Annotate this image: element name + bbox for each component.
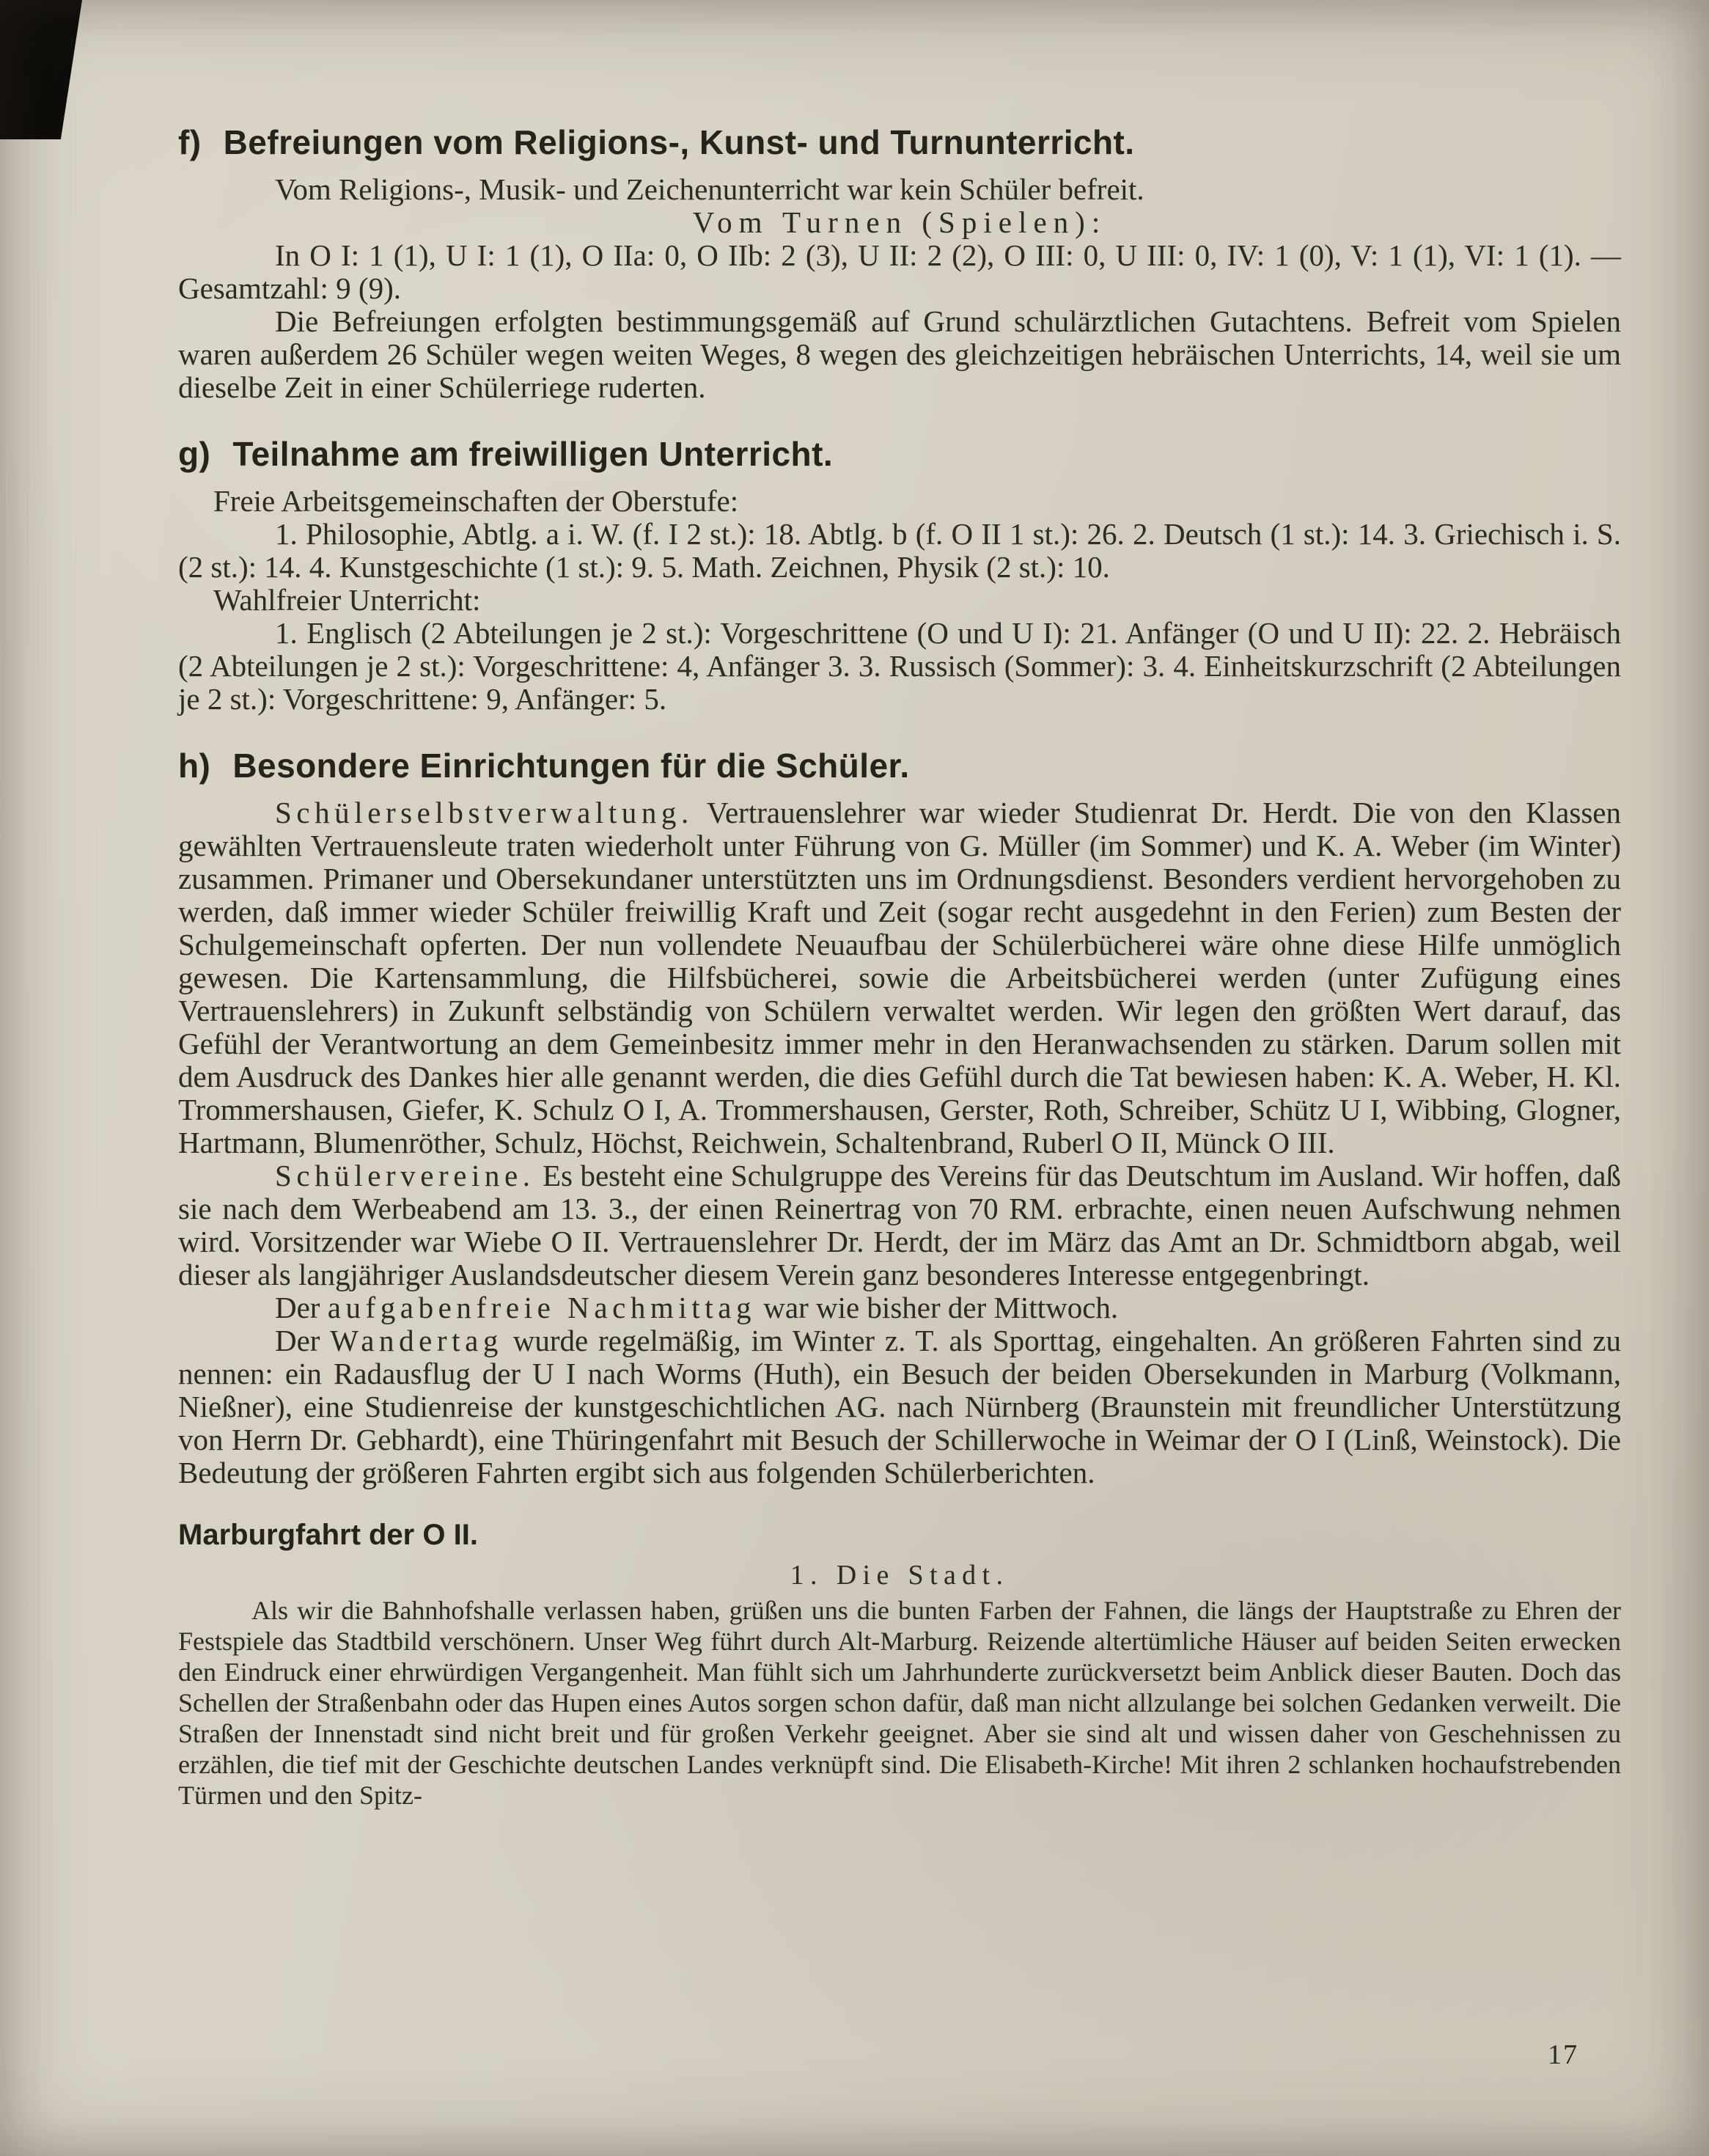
- section-h: [178, 747, 1621, 1489]
- section-f-marker: f): [178, 123, 202, 161]
- spaced-lead: Schülervereine.: [275, 1159, 535, 1192]
- section-g-heading-text: Teilnahme am freiwilligen Unterricht.: [232, 435, 834, 473]
- spaced-lead: Schülerselbstverwaltung.: [275, 796, 694, 829]
- section-f: [178, 123, 1621, 404]
- marburgfahrt-heading: Marburgfahrt der O II.: [178, 1519, 478, 1551]
- paragraph-h4: [178, 1324, 1621, 1489]
- paragraph-h2: [178, 1159, 1621, 1291]
- paragraph-marburg1: Als wir die Bahnhofshalle verlassen haben, grüßen uns die bunten Farben der Fahnen, die längs der Hauptstraße zu Ehren der Festspiele das Stadtbild verschönern. Unser Weg führt durch Alt-Marburg. Reizende altertümliche Häuser auf beiden Seiten erwecken den Eindruck einer ehrwürdigen Vergangenheit. Man fühlt sich um Jahrhunderte zurückversetzt beim Anblick dieser Bauten. Doch das Schellen der Straßenbahn oder das Hupen eines Autos sorgen schon dafür, daß man nicht allzulange bei solchen Gedanken verweilt. Die Straßen der Innenstadt sind nicht breit und für großen Verkehr geeignet. Aber sie sind alt und wissen daher von Geschehnissen zu erzählen, die tief mit der Geschichte deutschen Landes verknüpft sind. Die Elisabeth-Kirche! Mit ihren 2 schlanken hochaufstrebenden Türmen und den Spitz-: [178, 1596, 1621, 1810]
- paragraph-h3: [178, 1291, 1621, 1324]
- paragraph-h4-pre: Der: [275, 1324, 320, 1357]
- paragraph-h3-text: war wie bisher der Mittwoch.: [763, 1291, 1119, 1324]
- section-h-heading: [178, 747, 1621, 785]
- spaced-lead: aufgabenfreie Nachmittag: [327, 1291, 757, 1324]
- section-g-heading: [178, 435, 1621, 473]
- paragraph-h4-text: wurde regelmäßig, im Winter z. T. als Sporttag, eingehalten. An größeren Fahrten sind zu nennen: ein Radausflug der U I nach Worms (Huth), ein Besuch der beiden Obersekunden in Marburg (Volkmann, Nießner), eine Studienreise der kunstgeschichtlichen AG. nach Nürnberg (Braunstein mit freundlicher Unterstützung von Herrn Dr. Gebhardt), eine Thüringenfahrt mit Besuch der Schillerwoche in Weimar der O I (Linß, Weinstock). Die Bedeutung der größeren Fahrten ergibt sich aus folgenden Schülerberichten.: [178, 1324, 1622, 1489]
- paragraph-f2: In O I: 1 (1), U I: 1 (1), O IIa: 0, O IIb: 2 (3), U II: 2 (2), O III: 0, U III: 0, IV: 1 (0), V: 1 (1), VI: 1 (1). — Gesamtzahl: 9 (9).: [178, 238, 1621, 305]
- paragraph-h1-text: Vertrauenslehrer war wieder Studienrat Dr. Herdt. Die von den Klassen gewählten Vertrauensleute traten wiederholt unter Führung von G. Müller (im Sommer) und K. A. Weber (im Winter) zusammen. Primaner und Obersekundaner unterstützten uns im Ordnungsdienst. Besonders verdient hervorgehoben zu werden, daß immer wieder Schüler freiwillig Kraft und Zeit (sogar recht ausgedehnt in den Ferien) zum Besten der Schulgemeinschaft opferten. Der nun vollendete Neuaufbau der Schülerbücherei wäre ohne diese Hilfe unmöglich gewesen. Die Kartensammlung, die Hilfsbücherei, sowie die Arbeitsbücherei werden (unter Zufügung eines Vertrauenslehrers) in Zukunft selbständig von Schülern verwaltet werden. Wir legen den größten Wert darauf, das Gefühl der Verantwortung an dem Gemeinbesitz immer mehr in den Heranwachsenden zu stärken. Darum sollen mit dem Ausdruck des Dankes hier alle genannt werden, die dies Gefühl durch die Tat bewiesen haben: K. A. Weber, H. Kl. Trommershausen, Giefer, K. Schulz O I, A. Trommershausen, Gerster, Roth, Schreiber, Schütz U I, Wibbing, Glogner, Hartmann, Blumenröther, Schulz, Höchst, Reichwein, Schaltenbrand, Ruberl O II, Münck O III.: [178, 796, 1621, 1159]
- section-h-marker: h): [178, 747, 211, 785]
- section-f-heading: [178, 123, 1621, 161]
- paragraph-h1: [178, 796, 1621, 1159]
- section-h-heading-text: Besondere Einrichtungen für die Schüler.: [232, 747, 910, 785]
- section-g-marker: g): [178, 435, 211, 473]
- paragraph-g2: 1. Philosophie, Abtlg. a i. W. (f. I 2 st.): 18. Abtlg. b (f. O II 1 st.): 26. 2. Deutsch (1 st.): 14. 3. Griechisch i. S. (2 st.): 14. 4. Kunstgeschichte (1 st.): 9. 5. Math. Zeichnen, Physik (2 st.): 10.: [178, 517, 1621, 584]
- paragraph-g3: Wahlfreier Unterricht:: [213, 583, 481, 617]
- subhead-die-stadt: 1. Die Stadt.: [790, 1560, 1010, 1591]
- paragraph-g4: 1. Englisch (2 Abteilungen je 2 st.): Vorgeschrittene (O und U I): 21. Anfänger (O und U II): 22. 2. Hebräisch (2 Abteilungen je 2 st.): Vorgeschrittene: 4, Anfänger 3. 3. Russisch (Sommer): 3. 4. Einheitskurzschrift (2 Abteilungen je 2 st.): Vorgeschrittene: 9, Anfänger: 5.: [178, 616, 1621, 716]
- page-number: 17: [1548, 2039, 1578, 2070]
- paragraph-f3: Die Befreiungen erfolgten bestimmungsgemäß auf Grund schulärztlichen Gutachtens. Befreit vom Spielen waren außerdem 26 Schüler wegen weiten Weges, 8 wegen des gleichzeitigen hebräischen Unterrichts, 14, weil sie um dieselbe Zeit in einer Schülerriege ruderten.: [178, 304, 1621, 404]
- spaced-lead: Wandertag: [330, 1324, 503, 1357]
- paragraph-h2-text: Es besteht eine Schulgruppe des Vereins für das Deutschtum im Ausland. Wir hoffen, daß sie nach dem Werbeabend am 13. 3., der einen Reinertrag von 70 RM. erbrachte, einen neuen Aufschwung nehmen wird. Vorsitzender war Wiebe O II. Vertrauenslehrer Dr. Herdt, der im März das Amt an Dr. Schmidtborn abgab, weil dieser als langjähriger Auslandsdeutscher diesem Verein ganz besonderes Interesse entgegenbringt.: [178, 1159, 1621, 1291]
- paragraph-f1: Vom Religions-, Musik- und Zeichenunterricht war kein Schüler befreit.: [275, 172, 1144, 206]
- section-marburgfahrt: [178, 1517, 1621, 1811]
- section-g: [178, 435, 1621, 716]
- section-f-heading-text: Befreiungen vom Religions-, Kunst- und Turnunterricht.: [223, 123, 1135, 161]
- page-content: [178, 123, 1621, 1811]
- paragraph-g1: Freie Arbeitsgemeinschaften der Oberstufe:: [213, 484, 739, 518]
- subhead-turnen: Vom Turnen (Spielen):: [692, 205, 1107, 239]
- scan-artifact-top-left: [0, 0, 82, 139]
- paragraph-h3-pre: Der: [275, 1291, 320, 1324]
